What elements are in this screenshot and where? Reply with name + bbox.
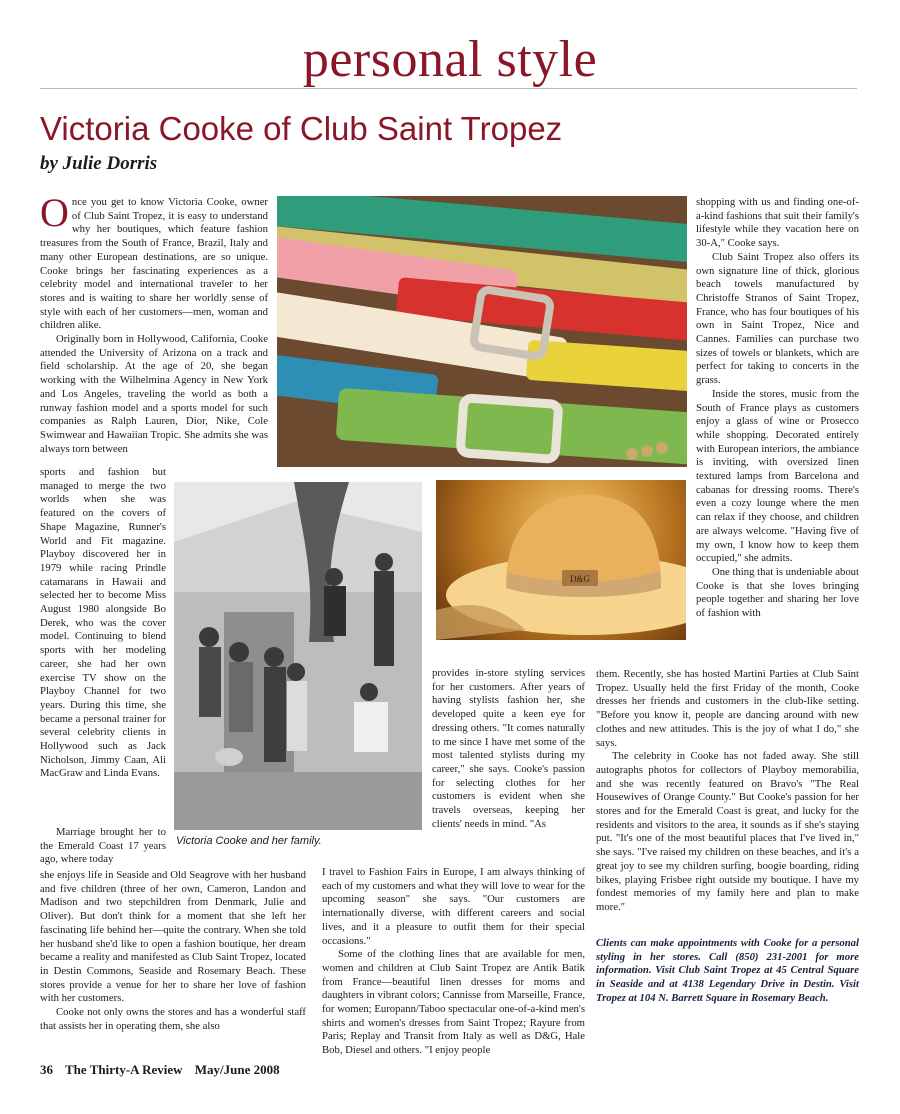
column-3-upper — [696, 196, 859, 621]
column-1-bottom — [40, 869, 306, 1033]
belts-illustration — [277, 196, 687, 467]
paragraph: Club Saint Tropez also offers its own signature line of thick, glorious beach towels manufactured by Christoffe Stranos of Saint Tropez, France, who has four boutiques of his own in Saint Tropez, Nice and Cannes. Families can purchase two sizes of towels or blankets, which are perfect for taking to concerts in the grass. — [696, 250, 859, 387]
column-2-lower — [322, 866, 585, 1058]
family-illustration — [174, 482, 422, 830]
paragraph: provides in-store styling services for her customers. After years of having stylists fashion her, she developed quite a keen eye for dressing others. "It comes naturally to me since I have met some of the most talented stylists during my career," she says. Cooke's passion for selecting clothes for her customers is evident when she travels overseas, keeping her clients' needs in mind. "As — [432, 667, 585, 830]
paragraph: Cooke not only owns the stores and has a wonderful staff that assists her in operating them, she also — [40, 1006, 306, 1032]
paragraph: I travel to Fashion Fairs in Europe, I am always thinking of each of my customers and what they will love to wear for the upcoming season" she says. "Our customers are internationally diverse, with different careers and social lives, and it a pleasure to outfit them for their special occasions." — [322, 866, 585, 947]
paragraph: The celebrity in Cooke has not faded away. She still autographs photos for collectors of Playboy memorabilia, and she was recently featured on Bravo's "The Real Housewives of Orange County." But Cooke's passion for her stores and for the Emerald Coast is great, and lucky for the residents and visitors to the area, it sounds as if she's staying put. "It's one of the most beautiful places that I've lived in," she says. "I've raised my children on these beaches, and it's a great joy to see my children surfing, boogie boarding, riding bikes, playing Frisbee right outside my boutique. I have my fondest memories of my family here and plan to make more." — [596, 750, 859, 913]
page-footer — [40, 1062, 289, 1078]
hat-illustration — [436, 480, 686, 640]
paragraph: shopping with us and finding one-of-a-kind fashions that suit their family's lifestyle while they vacation here on 30-A," Cooke says. — [696, 196, 859, 250]
paragraph: One thing that is undeniable about Cooke is that she loves bringing people together and sharing her love of fashion with — [696, 565, 859, 620]
paragraph: Marriage brought her to the Emerald Coast 17 years ago, where today — [40, 826, 166, 866]
section-title: personal style — [302, 31, 598, 88]
belts-photo — [277, 196, 687, 467]
paragraph: Inside the stores, music from the South of France plays as customers enjoy a glass of wine or Prosecco while shopping. Decorated entirely with European interiors, the ambiance is inviting, with oversized linen textured lamps from Barcelona and cabanas for dressing rooms. There's even a cozy lounge where the men can relax if they choose, and children are always welcome. "Having five of my own, I know how to keep them occupied," she admits. — [696, 387, 859, 565]
publication-name: The Thirty-A Review — [65, 1062, 183, 1077]
column-2-upper — [432, 667, 585, 831]
paragraph: them. Recently, she has hosted Martini Parties at Club Saint Tropez. Usually held the first Friday of the month, Cooke dresses her friends and customers in the club-like setting. "Before you know it, people are dancing around with new clothes and new attitudes. This is the joy of what I do," she says. — [596, 668, 859, 749]
column-1-narrow — [40, 466, 166, 781]
column-1-top — [40, 190, 268, 456]
byline: by Julie Dorris — [40, 153, 158, 174]
family-photo — [174, 482, 422, 830]
paragraph: she enjoys life in Seaside and Old Seagrove with her husband and five children (three of her own, Cameron, Landon and Madison and two stepchildren from Denmark, Julie and Oliver). But don't think for a moment that she left her fascinating life behind her—quite the contrary. When she told her husband she'd like to open a fashion boutique, her dream became a reality and manifested as Club Saint Tropez, located in Destin Commons, Seaside and Rosemary Beach. These stores provide a venue for her to share her love of fashion with her customers. — [40, 869, 306, 1005]
appointment-note: Clients can make appointments with Cooke for a personal styling in her stores. Call (850) 231-2001 for more information. Visit Club Saint Tropez at 45 Central Square in Seaside and at 4138 Legendary Drive in Destin. Visit Tropez at 104 N. Barrett Square in Rosemary Beach. — [596, 937, 859, 1004]
article-headline: Victoria Cooke of Club Saint Tropez — [40, 110, 563, 147]
column-1-narrow-end — [40, 826, 166, 867]
hat-photo — [436, 480, 686, 640]
column-3-lower — [596, 668, 859, 915]
hat-brand-label: D&G — [570, 574, 590, 584]
issue-date: May/June 2008 — [194, 1062, 280, 1077]
drop-cap: O — [40, 190, 69, 235]
photo-caption: Victoria Cooke and her family. — [176, 835, 322, 847]
paragraph: Originally born in Hollywood, California, Cooke attended the University of Arizona on a track and field scholarship. At the age of 20, she began working with the Wilhelmina Agency in New York and Los Angeles, traveling the world as both a runway fashion model and a sports model for such companies as Ralph Lauren, Dior, Nike, Cole Swimwear and Hawaiian Tropic. She admits she was always torn between — [40, 333, 268, 455]
paragraph: sports and fashion but managed to merge the two worlds when she was featured on the covers of Shape Magazine, Runner's World and Fit magazine. Playboy discovered her in 1979 while racing Prindle catamarans in Hawaii and selected her to become Miss August 1980 alongside Bo Derek, who was the cover model. Continuing to blend sports with her modeling career, she had her own exercise TV show on the Playboy Channel for two years. During this time, she became a personal trainer for several celebrity clients in Hollywood such as Jack Nicholson, Jimmy Caan, Ali MacGraw and Linda Evans. — [40, 466, 166, 780]
header-rule — [40, 88, 857, 89]
page-number: 36 — [40, 1062, 53, 1077]
paragraph: Some of the clothing lines that are available for men, women and children at Club Saint Tropez are Antik Batik from France—beautiful linen dresses for moms and daughters in vibrant colors; Cannisse from Marseille, France, for women; Europann/Taboo spectacular one-of-a-kind men's shirts and women's dresses from Saint Tropez; Rayure from Paris; Replay and Transit from Italy as well as D&G, Hale Bob, Diesel and others. "I enjoy people — [322, 948, 585, 1057]
paragraph: Once you get to know Victoria Cooke, owner of Club Saint Tropez, it is easy to understand why her boutiques, which feature fashion treasures from the South of France, Brazil, Italy and many other European destinations, are so unique. Cooke brings her fascinating experiences as a celebrity model and international traveler to her stores and is waiting to share her worldly sense of style with each of her customers—men, woman and children alike. — [40, 190, 268, 332]
